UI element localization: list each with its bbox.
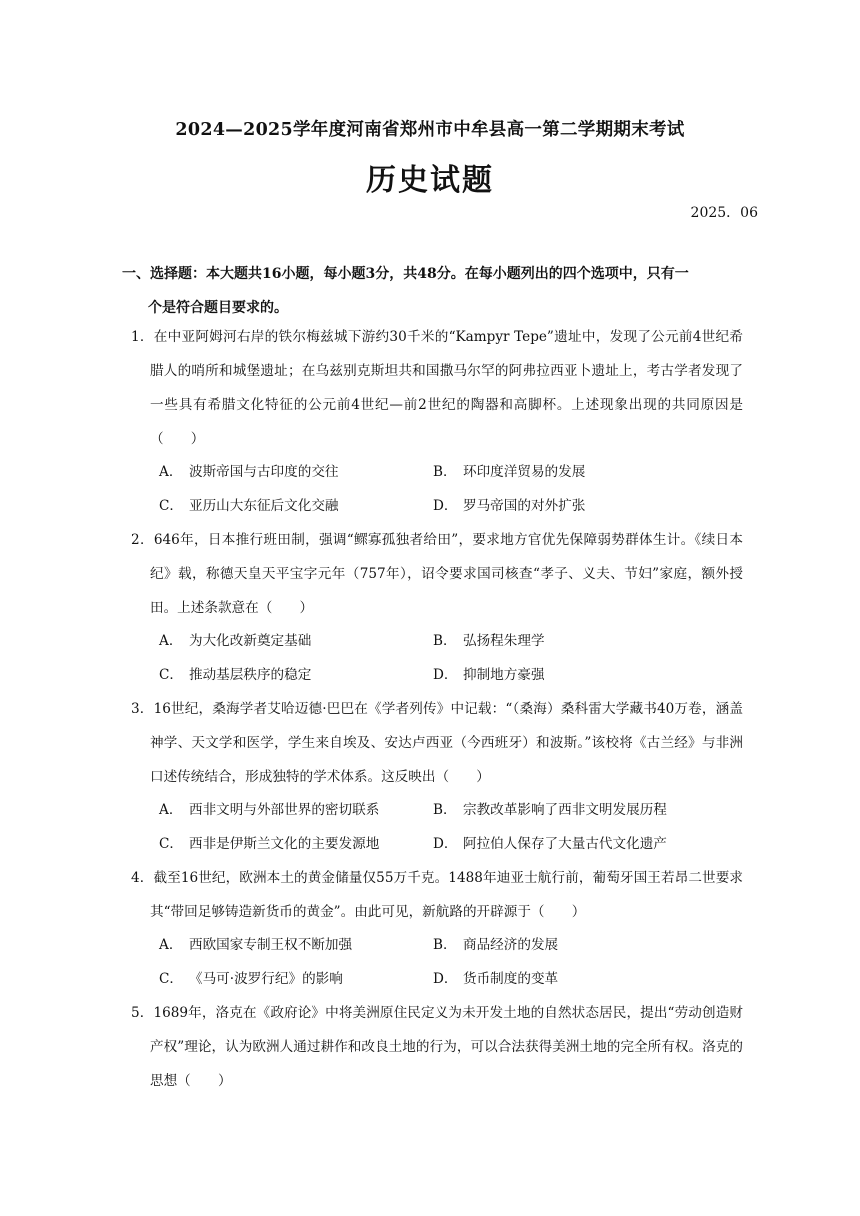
question-number: 4． xyxy=(131,870,154,886)
option-b[interactable]: B． 商品经济的发展 xyxy=(433,937,559,953)
exam-title: 2024—2025学年度河南省郑州市中牟县高一第二学期期末考试 xyxy=(175,120,685,140)
question-number: 2． xyxy=(131,532,154,548)
option-a[interactable]: A． 西非文明与外部世界的密切联系 xyxy=(159,802,380,818)
question-1 xyxy=(131,320,743,456)
question-2-options xyxy=(159,624,739,692)
question-2-stem xyxy=(131,523,743,625)
option-a[interactable]: A． 为大化改新奠定基础 xyxy=(159,633,312,649)
question-2 xyxy=(131,523,743,625)
question-number: 3． xyxy=(131,701,154,717)
question-5-stem xyxy=(131,996,743,1098)
exam-date: 2025．06 xyxy=(690,205,758,221)
question-1-options xyxy=(159,455,739,523)
question-4 xyxy=(131,861,743,929)
question-text: 1689年，洛克在《政府论》中将美洲原住民定义为未开发土地的自然状态居民，提出“劳动创造财产权”理论，认为欧洲人通过耕作和改良土地的行为，可以合法获得美洲土地的完全所有权。洛克的思想（ ） xyxy=(150,1005,743,1089)
question-1-stem xyxy=(131,320,743,456)
question-3 xyxy=(131,692,743,794)
question-number: 5． xyxy=(131,1005,154,1021)
option-c[interactable]: C． 西非是伊斯兰文化的主要发源地 xyxy=(159,836,380,852)
question-3-stem xyxy=(131,692,743,794)
option-d[interactable]: D． 罗马帝国的对外扩张 xyxy=(433,498,586,514)
question-4-stem xyxy=(131,861,743,929)
question-3-options xyxy=(159,793,739,861)
option-c[interactable]: C． 亚历山大东征后文化交融 xyxy=(159,498,339,514)
option-d[interactable]: D． 货币制度的变革 xyxy=(433,971,559,987)
option-d[interactable]: D． 阿拉伯人保存了大量古代文化遗产 xyxy=(433,836,667,852)
question-text: 截至16世纪，欧洲本土的黄金储量仅55万千克。1488年迪亚士航行前，葡萄牙国王若昂二世要求其“带回足够铸造新货币的黄金”。由此可见，新航路的开辟源于（ ） xyxy=(150,870,743,920)
option-b[interactable]: B． 宗教改革影响了西非文明发展历程 xyxy=(433,802,667,818)
option-a[interactable]: A． 西欧国家专制王权不断加强 xyxy=(159,937,353,953)
option-b[interactable]: B． 环印度洋贸易的发展 xyxy=(433,464,586,480)
section-heading-line1: 一、选择题：本大题共16小题，每小题3分，共48分。在每小题列出的四个选项中，只有一 xyxy=(122,266,689,282)
option-a[interactable]: A． 波斯帝国与古印度的交往 xyxy=(159,464,339,480)
question-number: 1． xyxy=(131,329,154,345)
option-d[interactable]: D． 抑制地方豪强 xyxy=(433,667,545,683)
option-c[interactable]: C． 推动基层秩序的稳定 xyxy=(159,667,312,683)
question-4-options xyxy=(159,928,739,996)
question-text: 646年，日本推行班田制，强调“鳏寡孤独者给田”，要求地方官优先保障弱势群体生计。《续日本纪》载，称德天皇天平宝字元年（757年），诏令要求国司核查“孝子、义夫、节妇”家庭，额外授田。上述条款意在（ ） xyxy=(150,532,744,616)
question-5 xyxy=(131,996,743,1098)
section-heading xyxy=(122,257,742,325)
option-b[interactable]: B． 弘扬程朱理学 xyxy=(433,633,545,649)
option-c[interactable]: C． 《马可·波罗行纪》的影响 xyxy=(159,971,343,987)
section-heading-line2: 个是符合题目要求的。 xyxy=(148,300,288,316)
question-text: 在中亚阿姆河右岸的铁尔梅兹城下游约30千米的“Kampyr Tepe”遗址中，发现了公元前4世纪希腊人的哨所和城堡遗址；在乌兹别克斯坦共和国撒马尔罕的阿弗拉西亚卜遗址上，考古学者发现了一些具有希腊文化特征的公元前4世纪—前2世纪的陶器和高脚杯。上述现象出现的共同原因是（ ） xyxy=(150,329,743,447)
subject-title: 历史试题 xyxy=(366,163,494,198)
question-text: 16世纪，桑海学者艾哈迈德·巴巴在《学者列传》中记载：“（桑海）桑科雷大学藏书40万卷，涵盖神学、天文学和医学，学生来自埃及、安达卢西亚（今西班牙）和波斯。”该校将《古兰经》与非洲口述传统结合，形成独特的学术体系。这反映出（ ） xyxy=(150,701,743,785)
